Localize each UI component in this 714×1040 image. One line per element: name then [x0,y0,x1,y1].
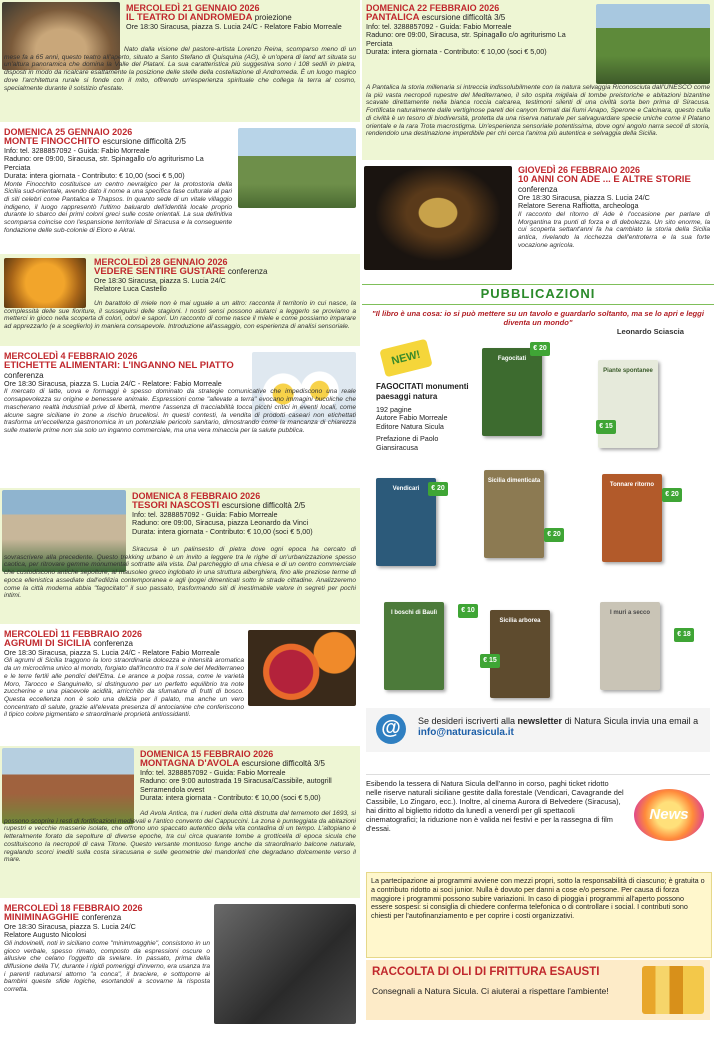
event-title: TESORI NASCOSTI escursione difficoltà 2/5 [132,500,306,511]
event-tesori-nascosti [0,488,360,626]
mountain-image [238,128,356,208]
book-price: € 20 [544,528,564,542]
event-info: Raduno: ore 09:00, Siracusa, str. Spinagallo c/o agriturismo La Perciata [4,154,204,172]
event-agrumi-di-sicilia [0,626,360,746]
pantalica-image [596,4,710,84]
event-info: Durata: intera giornata - Contributo: € 10,00 (soci € 5,00) [140,793,321,803]
book-cover-sicilia-arborea[interactable]: Sicilia arborea [490,610,550,698]
event-date: DOMENICA 8 FEBBRAIO 2026 [132,491,261,501]
oil-bottles-icon [642,966,704,1014]
newsletter-text: Se desideri iscriverti alla newsletter di Natura Sicula invia una email a info@naturasicula.it [418,716,699,738]
event-description: Il racconto del ritorno di Ade è l'occasione per parlare di Morgantina tra punti di forza e di debolezza. Un sito enorme, la cui scoperta settant'anni fa ha cambiato la storia della Sicilia antica, rivelando la ricchezza dell'entroterra e la sua forte vocazione agricola. [518,210,710,249]
book-price: € 18 [674,628,694,642]
oil-title: RACCOLTA DI OLI DI FRITTURA ESAUSTI [372,966,600,978]
event-info: Durata: intera giornata - Contributo: € 10,00 (soci € 5,00) [132,526,313,536]
event-title: AGRUMI DI SICILIA conferenza [4,638,133,649]
publications-heading: PUBBLICAZIONI [480,286,596,301]
event-date: DOMENICA 25 GENNAIO 2026 [4,127,133,137]
book-price: € 10 [458,604,478,618]
event-info: Relatore Serena Raffiotta, archeologa [518,201,639,211]
event-type: conferenza [93,639,133,648]
book-cover-fagocitati[interactable]: Fagocitati [482,348,542,436]
event-info: Info: tel. 3288857092 - Guida: Fabio Morreale [140,768,286,777]
event-title: VEDERE SENTIRE GUSTARE conferenza [94,266,268,277]
event-type: proiezione [254,13,292,22]
event-info: Relatore Luca Castello [94,284,167,294]
new-badge: NEW! [379,339,432,378]
event-date: MERCOLEDÌ 21 GENNAIO 2026 [126,3,260,13]
event-title: MONTAGNA D'AVOLA escursione difficoltà 3/5 [140,758,325,769]
book-cover-piante[interactable]: Piante spontanee [598,360,658,448]
book-cover-vendicari[interactable]: Vendicari [376,478,436,566]
newsletter-email-link[interactable]: info@naturasicula.it [418,727,514,738]
event-info: Ore 18:30 Siracusa, piazza S. Lucia 24/C - Relatore Fabio Morreale [4,648,220,657]
event-title: MINIMINAGGHIE conferenza [4,912,122,923]
event-vedere-sentire-gustare [0,254,360,348]
event-date: MERCOLEDÌ 11 FEBBRAIO 2026 [4,629,143,639]
book-price: € 20 [530,342,550,356]
disclaimer-text: La partecipazione ai programmi avviene con mezzi propri, sotto la responsabilità di ciascuno; è gratuita o a contributo ridotto ai soci junior. Nulla è dovuto per danni a cose e/o persone. Per causa di forza maggiore i programmi possono subire variazioni. In caso di pioggia i programmi all'aperto possono essere sospesi: si consiglia di chiedere conferma telefonica o di controllare i social. I contributi sono chiesti per l'autofinanziamento e per coprire i costi organizzativi. [371,876,705,921]
event-description: Siracusa è un palinsesto di pietra dove ogni epoca ha cercato di sovrascrivere alla precedente. Questo trekking urbano è un invito a leggere tra le righe di un'urbanizzazione spesso caotica, per ritrovare gemme monumentali sottratte alla vista. Dal parcheggio di una chiesa e di un centro commerciale che custodiscono antiche sepolture, al mausoleo greco inglobato in una struttura alberghiera, fino alle preziose terme di epoca ellenistica assediate dall'edilizia contemporanea e agli ipogei dimenticati sotto le strade cittadine. Analizzeremo come la città moderna abbia "fagocitato" il suo passato, trasformando siti di inestimabile valore in segreti per pochi intimi. [4,546,356,600]
event-info: Durata: intera giornata - Contributo: € 10,00 (soci € 5,00) [4,171,185,181]
event-etichette-alimentari [0,348,360,488]
featured-book-info [376,382,476,452]
event-description: Il mercato di latte, uova e formaggi è spesso dominato da strategie comunicative che impediscono una reale consapevolezza su origine e benessere animale. Espressioni come "allevate a terra" evocano immagini bucoliche che mascherano realtà industriali prive di libertà, mentre l'assenza di tracciabilità tocca picchi critici in eventi locali, come alcune sagre siciliane in zone a rischio brucellosi. In questi contesti, la vendita di prodotti caseari non etichettati trasforma un'eccellenza gastronomica in un potenziale pericolo sanitario, dimostrando come la mancanza di chiarezza sulle materie prime non sia solo un inganno commerciale, ma una vera minaccia per la salute pubblica. [4,388,356,434]
event-info: Ore 18:30 Siracusa, piazza S. Lucia 24/C - Relatore: Fabio Morreale [4,379,222,388]
book-cover-boschi[interactable]: I boschi di Baulì [384,602,444,690]
membership-box [366,774,710,871]
book-price: € 20 [662,488,682,502]
event-info: Ore 18:30 Siracusa, piazza S. Lucia 24/C [94,276,226,285]
event-pantalica [362,0,714,162]
newsletter-box [366,708,710,752]
sciascia-quote: "Il libro è una cosa: io si può mettere su un tavolo e guardarlo soltanto, ma se lo apri e leggi diventa un mondo" [372,309,704,327]
event-type: escursione difficoltà 2/5 [102,137,186,146]
event-type: conferenza [81,913,122,922]
event-date: GIOVEDÌ 26 FEBBRAIO 2026 [518,165,641,175]
event-description: Un barattolo di miele non è mai uguale a un altro: racconta il territorio in cui nasce, la complessità delle sue fioriture, il susseguirsi delle stagioni. I nostri sensi possono aiutarci a leggerlo se proviamo a metterci in gioco nella scoperta di colori, odori e sapori. Un racconto di come nasce il miele e come possiamo imparare ad apprezzarlo (e a sceglierlo) in maniera consapevole. Introduzione all'assaggio, con esperienza di analisi sensoriale. [4,300,356,331]
featured-book-pages: 192 pagine [376,405,412,414]
event-description: Nato dalla visione del pastore-artista Lorenzo Reina, scomparso meno di un mese fa a 65 anni, questo teatro all'aperto, situato a Santo Stefano di Quisquina (AG), è un'opera di land art situata su un'altura panoramica che domina la Valle del Platani. La sua caratteristica più suggestiva sono i 108 sedili in pietra, disposti in modo da ricalcare esattamente la posizione delle stelle della costellazione di Andromeda. È un luogo magico dove l'architettura rurale si fonde con il mito, offrendo un'esperienza spirituale che collega la terra al cosmo, specialmente durante il solstizio d'estate. [4,46,356,92]
event-type: conferenza [4,371,44,380]
event-miniminagghie [0,900,360,1040]
event-info: Ore 18:30 Siracusa, piazza S. Lucia 24/C [518,193,650,202]
event-description: Gli agrumi di Sicilia traggono la loro straordinaria dolcezza e intensità aromatica da un microclima unico al mondo, forgiato dall'incontro tra il sole del Mediterraneo e le terre fertili alle pendici dell'Etna. Le arance a polpa rossa, come le varietà Moro, Tarocco e Sanguinello, si distinguono per un perfetto equilibrio tra note zuccherine e una piacevole acidità, arricchito da sfumature di frutti di bosco. Questa eccellenza non è solo una delizia per il palato, ma anche un vero concentrato di salute, grazie all'elevata presenza di antocianine che conferiscono il tipico colore pigmentato e straordinarie proprietà antiossidanti. [4,657,244,719]
event-type: conferenza [227,267,268,276]
family-photo-image [214,904,356,1024]
featured-book-publisher: Editore Natura Sicula [376,421,444,431]
event-info: Raduno: ore 09:00, Siracusa, piazza Leonardo da Vinci [132,518,309,528]
book-price: € 15 [596,420,616,434]
event-info: Ore 18:30 Siracusa, piazza S. Lucia 24/C - Relatore Fabio Morreale [126,22,342,31]
event-info: Info: tel. 3288857092 - Guida: Fabio Morreale [366,22,512,31]
book-cover-sicilia-dimenticata[interactable]: Sicilia dimenticata [484,470,544,558]
event-date: DOMENICA 15 FEBBRAIO 2026 [140,749,274,759]
oil-collection-box [366,960,710,1020]
book-price: € 15 [480,654,500,668]
event-date: DOMENICA 22 FEBBRAIO 2026 [366,3,500,13]
ade-head-image [364,166,512,270]
right-column [362,0,714,996]
event-date: MERCOLEDÌ 28 GENNAIO 2026 [94,257,228,267]
event-title: 10 ANNI CON ADE ... E ALTRE STORIE [518,174,691,185]
featured-book-author: Autore Fabio Morreale [376,413,448,423]
event-info: Durata: intera giornata - Contributo: € 10,00 (soci € 5,00) [366,47,547,57]
event-title: ETICHETTE ALIMENTARI: L'INGANNO NEL PIATTO [4,360,234,371]
event-type: escursione difficoltà 2/5 [221,501,306,510]
event-description: A Pantalica la storia millenaria si intreccia indissolubilmente con la natura selvaggia Riconosciuta dall'UNESCO come la più vasta necropoli rupestre del Mediterraneo, il sito ospita migliaia di tombe preistoriche e abitazioni bizantine scavate direttamente nella bianca roccia calcarea, testimoni silenti di una civiltà sorta ben prima di Siracusa. Fortificata naturalmente dalle vertiginose pareti dei canyon formati dai fiumi Anapo, Sperone e Calcinara, questo culla di civiltà è un tesoro di biodiversità, protetta da una riserva naturale per salvaguardare specie uniche come il Platano orientale e la rara Trota macrostigma. Un'esperienza sensoriale potentissima, dove ogni angolo narra secoli di storia, rendendolo una destinazione imperdibile per chi cerca l'anima più autentica e selvaggia della Sicilia. [366,84,710,138]
event-title: IL TEATRO DI ANDROMEDA proiezione [126,12,292,23]
book-cover-muri-a-secco[interactable]: I muri a secco [600,602,660,690]
event-info: Relatore Augusto Nicolosi [4,930,87,940]
news-badge: News [634,789,704,841]
book-cover-tonnare[interactable]: Tonnare ritorno [602,474,662,562]
event-type: conferenza [518,185,558,194]
membership-text: Esibendo la tessera di Natura Sicula dell'anno in corso, paghi ticket ridotto nelle riserve naturali siciliane gestite dalla forestale (Vendicari, Cavagrande del Cassibile, Lo Zingaro, ecc.). Inoltre, al cinema Aurora di Belvedere (Siracusa), hai diritto al biglietto ridotto da lunedì a venerdì per gli spettacoli cinematografici; la riduzione non è valida nei festivi e per la rassegna di film d'essai. [366,779,624,833]
event-date: MERCOLEDÌ 18 FEBBRAIO 2026 [4,903,143,913]
event-info: Raduno: ore 09:00, Siracusa, str. Spinagallo c/o agriturismo La Perciata [366,30,566,48]
email-at-icon: @ [376,714,406,744]
event-type: escursione difficoltà 3/5 [421,13,506,22]
event-title: PANTALICA escursione difficoltà 3/5 [366,12,506,23]
event-10-anni-con-ade [362,162,714,280]
quote-author: Leonardo Sciascia [616,327,684,336]
event-description: Ad Avola Antica, tra i ruderi della città distrutta dal terremoto del 1693, si possono scoprire i resti di fortificazioni medievali e l'antico convento dei Cappuccini. La zona è punteggiata da abitazioni rupestri e vecchie masserie isolate, che offrono uno spaccato autentico della vita contadina di un tempo. L'altopiano è letteralmente forato da sepolture di diverse epoche, tra cui circa quarante tombe a grotticella di epoca sicula che costituiscono la necropoli di cava Titone. Questo versante montuoso funge anche da straordinario balcone naturale, regalando scorci inediti sulla costa siracusana e sulle geometrie dei mandorleti che degradano dolcemente verso il mare. [4,810,356,864]
event-info: Ore 18:30 Siracusa, piazza S. Lucia 24/C [4,922,136,931]
featured-book-preface: Prefazione di Paolo Giansiracusa [376,434,439,452]
event-info: Info: tel. 3288857092 - Guida: Fabio Morreale [4,146,150,155]
event-description: Monte Finocchito costituisce un centro nevralgico per la protostoria della Sicilia sud-orientale, avendo dato il nome a una specifica fase culturale al pari di siti celebri come Pantalica e Thapsos. In quanto sede di un vitale villaggio indigeno, il luogo rappresentò l'ultimo baluardo dell'identità locale proprio durante lo sbarco dei primi coloni greci sulle coste orientali. La sua definitiva scomparsa coincise con l'espansione territoriale di Siracusa e la conseguente fondazione delle sub-colonie di Eloro e Akrai. [4,180,232,234]
blood-orange-image [248,630,356,706]
book-price: € 20 [428,482,448,496]
event-info: Info: tel. 3288857092 - Guida: Fabio Morreale [132,510,278,519]
event-title: MONTE FINOCCHITO escursione difficoltà 2/5 [4,136,186,147]
event-description: Gli indovinelli, noti in siciliano come "minimmagghie", consistono in un gioco verbale, spesso rimato, composto da espressioni oscure o allusive che celano l'oggetto da svelare. In passato, prima della diffusione della TV, durante i rigidi pomeriggi d'inverno, era usanza tra i parenti radunarsi attorno "a conca", il braciere, e sottoporre ai bambini queste sfide logiche, esortandoli a scovarne la risposta corretta. [4,939,210,994]
event-info: Raduno: ore 9:00 autostrada 19 Siracusa/Cassibile, autogrill Serramendola ovest [140,776,332,794]
event-monte-finocchito [0,124,360,254]
oil-subtitle: Consegnali a Natura Sicula. Ci aiuterai a rispettare l'ambiente! [372,986,609,996]
event-date: MERCOLEDÌ 4 FEBBRAIO 2026 [4,351,138,361]
publications-section [362,280,714,776]
featured-book-title: FAGOCITATI monumenti paesaggi natura [376,382,469,401]
event-teatro-andromeda [0,0,360,124]
disclaimer-box [366,872,712,958]
event-montagna-davola [0,746,360,900]
event-type: escursione difficoltà 3/5 [241,759,325,768]
